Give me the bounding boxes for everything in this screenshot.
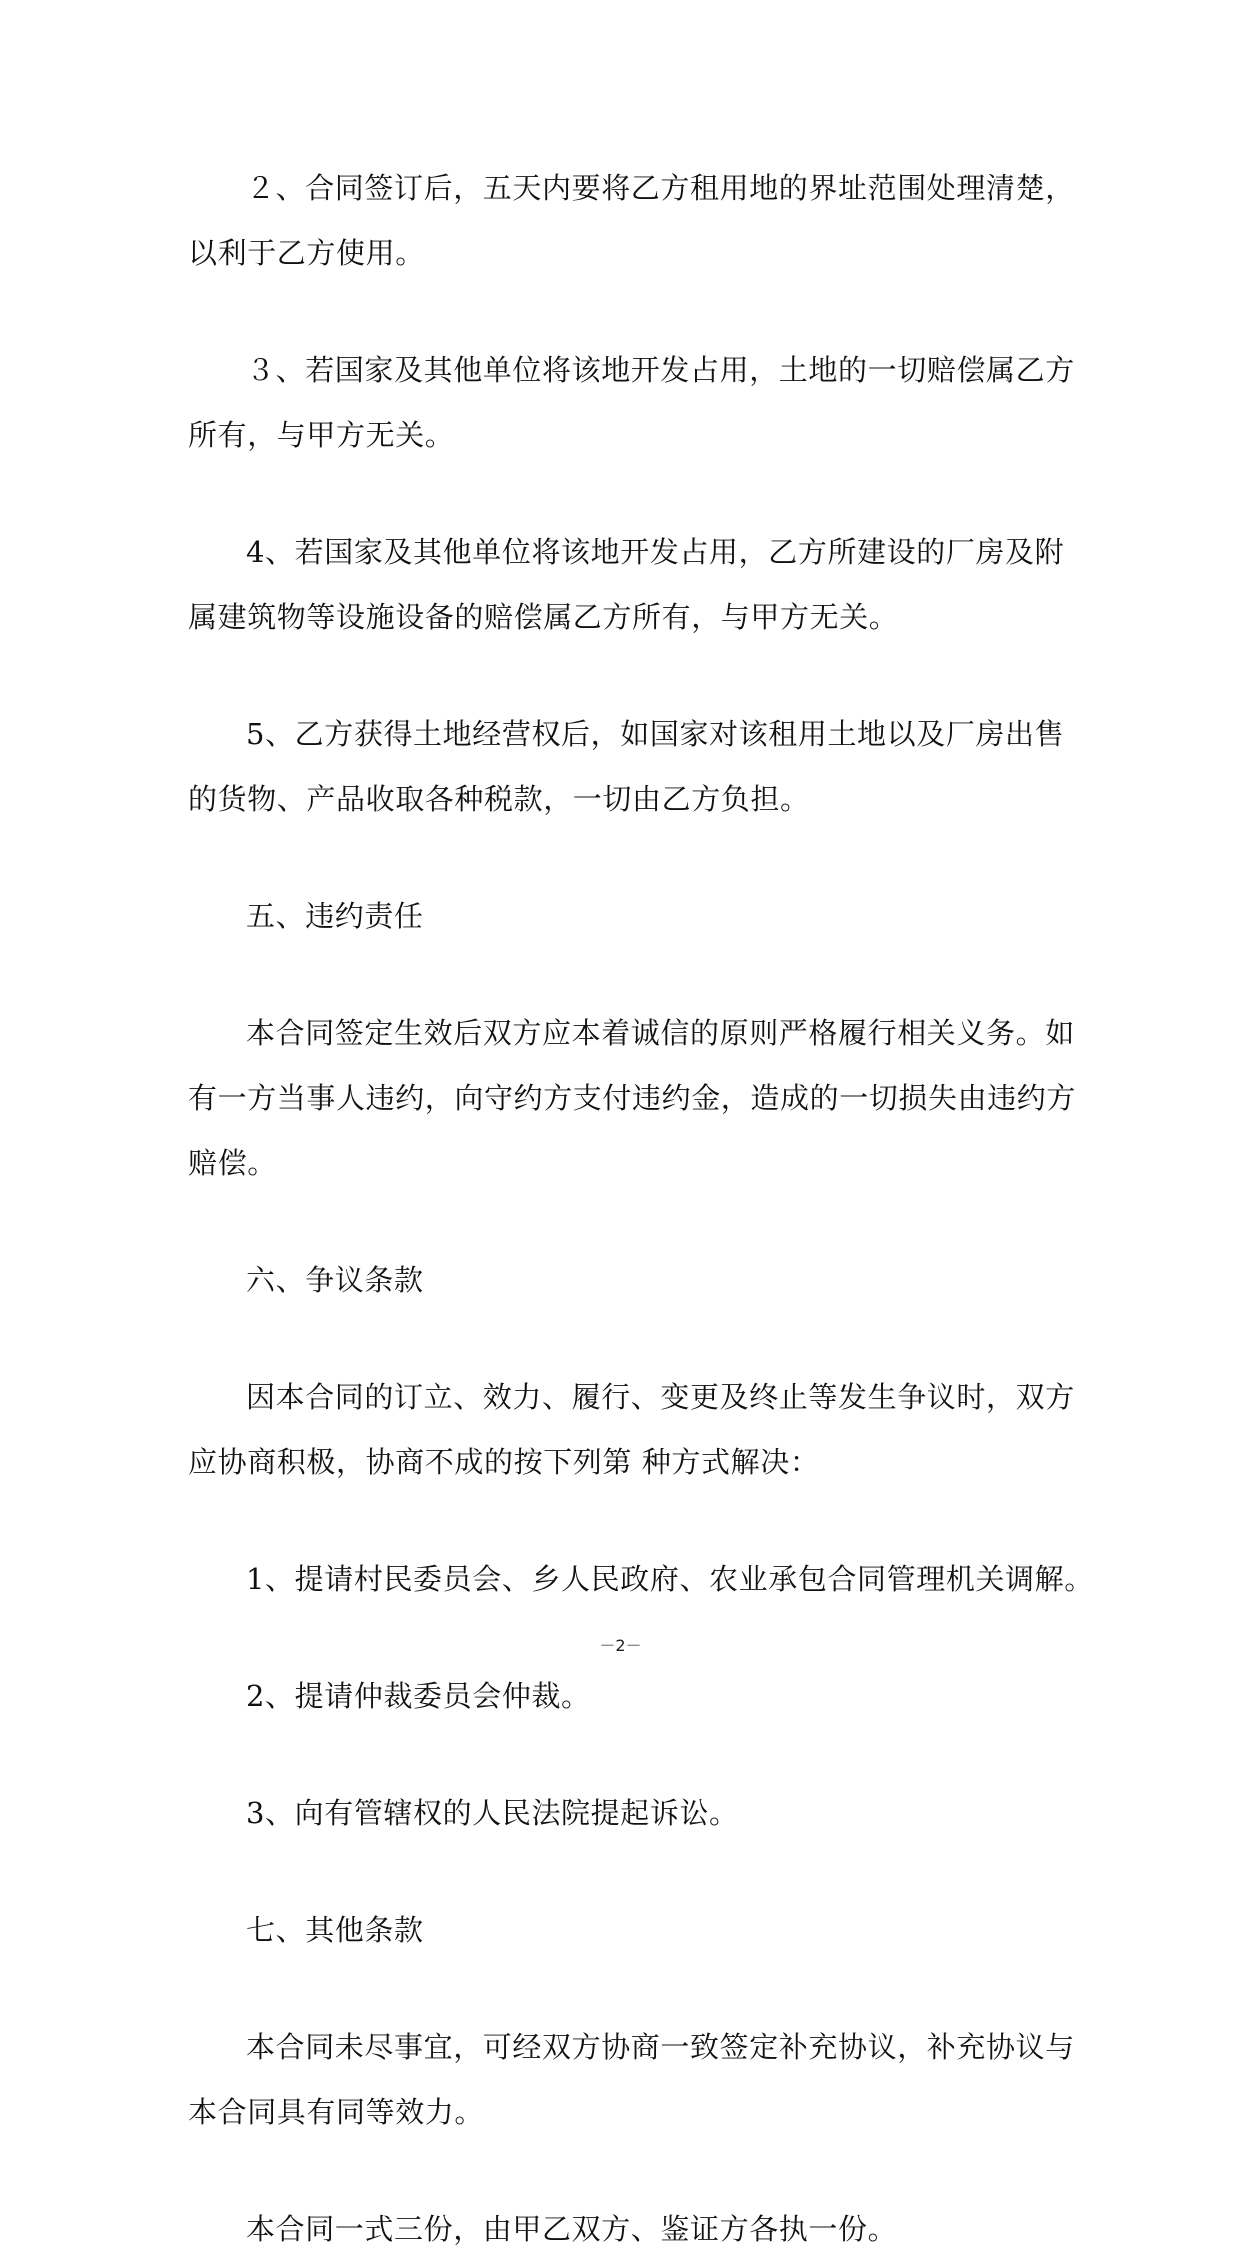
paragraph-line: 六、争议条款 bbox=[246, 1263, 424, 1297]
paragraph bbox=[188, 1365, 1075, 1495]
paragraph bbox=[188, 1547, 1094, 1612]
paragraph-line: 本合同一式三份，由甲乙双方、鉴证方各执一份。 bbox=[246, 2212, 898, 2246]
paragraph-line: 本合同未尽事宜，可经双方协商一致签定补充协议，补充协议与 bbox=[246, 2030, 1075, 2064]
paragraph bbox=[188, 1898, 1058, 1963]
paragraph-line: 属建筑物等设施设备的赔偿属乙方所有，与甲方无关。 bbox=[188, 600, 899, 634]
paragraph-line: 3、向有管辖权的人民法院提起诉讼。 bbox=[246, 1796, 739, 1830]
paragraph-line: 1、提请村民委员会、乡人民政府、农业承包合同管理机关调解。 bbox=[246, 1562, 1094, 1596]
paragraph bbox=[188, 702, 1065, 832]
paragraph bbox=[188, 520, 1065, 650]
paragraph-line: 4、若国家及其他单位将该地开发占用，乙方所建设的厂房及附 bbox=[246, 535, 1065, 569]
paragraph bbox=[188, 1664, 1058, 1729]
paragraph-line: 本合同具有同等效力。 bbox=[188, 2095, 485, 2129]
paragraph-line: ３、若国家及其他单位将该地开发占用，土地的一切赔偿属乙方 bbox=[246, 353, 1075, 387]
paragraph-line: 所有，与甲方无关。 bbox=[188, 418, 455, 452]
paragraph-line: 5、乙方获得土地经营权后，如国家对该租用土地以及厂房出售 bbox=[246, 717, 1065, 751]
paragraph bbox=[188, 338, 1075, 468]
paragraph-line: 因本合同的订立、效力、履行、变更及终止等发生争议时，双方 bbox=[246, 1380, 1075, 1414]
paragraph-line: 以利于乙方使用。 bbox=[188, 236, 425, 270]
paragraph-line: 赔偿。 bbox=[188, 1146, 277, 1180]
paragraph-line: 应协商积极，协商不成的按下列第 种方式解决： bbox=[188, 1445, 820, 1479]
paragraph bbox=[188, 1001, 1077, 1196]
paragraph-line: 本合同签定生效后双方应本着诚信的原则严格履行相关义务。如 bbox=[246, 1016, 1075, 1050]
paragraph-line: 2、提请仲裁委员会仲裁。 bbox=[246, 1679, 591, 1713]
paragraph-line: ２、合同签订后，五天内要将乙方租用地的界址范围处理清楚， bbox=[246, 171, 1075, 205]
paragraph-line: 七、其他条款 bbox=[246, 1913, 424, 1947]
paragraph-line: 有一方当事人违约，向守约方支付违约金，造成的一切损失由违约方 bbox=[188, 1081, 1077, 1115]
paragraph bbox=[188, 1248, 1058, 1313]
paragraph bbox=[188, 156, 1075, 286]
paragraph bbox=[188, 1781, 1058, 1846]
paragraph-line: 的货物、产品收取各种税款，一切由乙方负担。 bbox=[188, 782, 810, 816]
paragraph-line: 五、违约责任 bbox=[246, 899, 424, 933]
paragraph bbox=[188, 2197, 1058, 2262]
paragraph bbox=[188, 884, 1058, 949]
page-number: －2－ bbox=[599, 1636, 642, 1655]
paragraph bbox=[188, 2015, 1075, 2145]
